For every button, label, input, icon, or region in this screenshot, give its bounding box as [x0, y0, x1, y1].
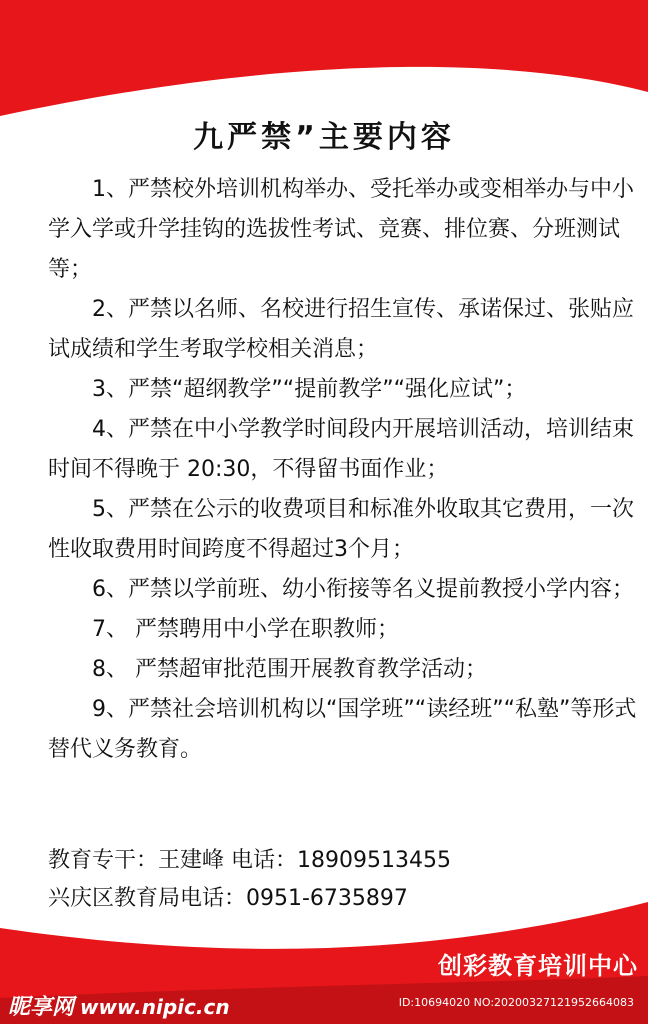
- watermark-logo: [8, 990, 230, 1021]
- contact-line-bureau: 兴庆区教育局电话：0951-6735897: [48, 886, 408, 911]
- rule-item-7: 7、 严禁聘用中小学在职教师；: [92, 617, 399, 642]
- image-id-text: ID:10694020 NO:20200327121952664083: [398, 996, 634, 1009]
- watermark-site: www.nipic.cn: [80, 995, 230, 1019]
- rule-item-5: 5、严禁在公示的收费项目和标准外收取其它费用，一次性收取费用时间跨度不得超过3个月；: [48, 497, 634, 562]
- rules-list: [48, 170, 640, 770]
- contact-line-officer: 教育专干：王建峰 电话：18909513455: [48, 848, 451, 873]
- rule-item-3: 3、严禁“超纲教学”“提前教学”“强化应试”；: [92, 377, 527, 402]
- rule-item-8: 8、 严禁超审批范围开展教育教学活动；: [92, 657, 487, 682]
- organization-name: 创彩教育培训中心: [438, 952, 638, 980]
- rule-item-2: 2、严禁以名师、名校进行招生宣传、承诺保过、张贴应试成绩和学生考取学校相关消息；: [48, 297, 634, 362]
- page-title: 九严禁”主要内容: [193, 120, 455, 155]
- rule-item-9: 9、严禁社会培训机构以“国学班”“读经班”“私塾”等形式替代义务教育。: [48, 697, 637, 762]
- rule-item-1: 1、严禁校外培训机构举办、受托举办或变相举办与中小学入学或升学挂钩的选拔性考试、竞赛、排位赛、分班测试等；: [48, 177, 634, 282]
- rule-item-4: 4、严禁在中小学教学时间段内开展培训活动，培训结束时间不得晚于 20:30，不得留书面作业；: [48, 417, 634, 482]
- watermark-brand: 昵享网: [8, 995, 75, 1020]
- contact-info: [48, 842, 608, 918]
- rule-item-6: 6、严禁以学前班、幼小衔接等名义提前教授小学内容；: [92, 577, 634, 602]
